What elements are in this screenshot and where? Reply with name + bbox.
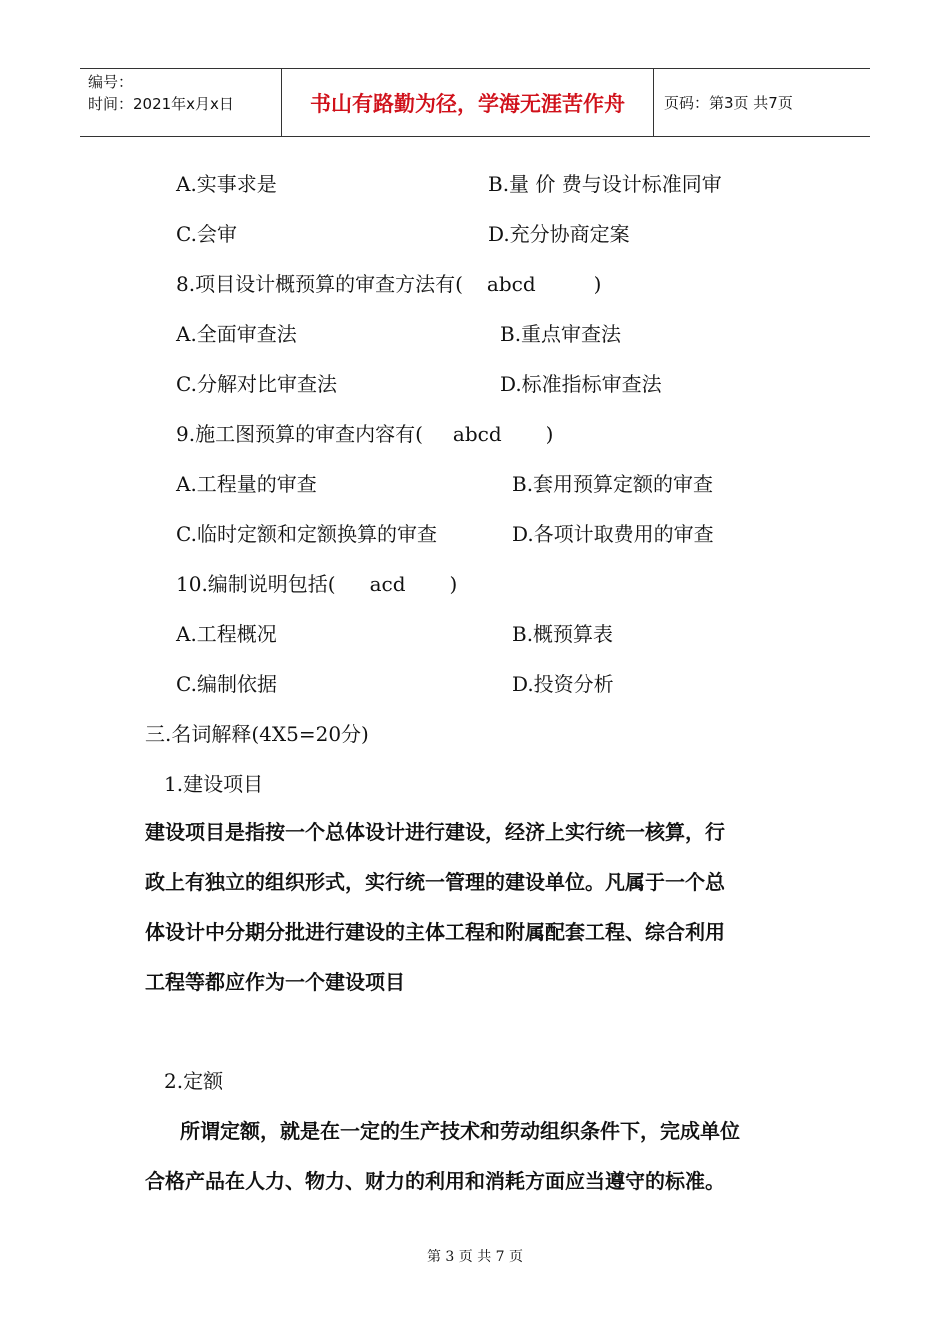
def1-line-2: 政上有独立的组织形式，实行统一管理的建设单位。凡属于一个总 (145, 870, 725, 894)
q7-option-c: C.会审 (176, 222, 237, 246)
def1-line-4: 工程等都应作为一个建设项目 (145, 970, 405, 994)
q8-answer: abcd (486, 272, 536, 296)
q9-close: ) (545, 422, 554, 446)
def2-line-1: 所谓定额，就是在一定的生产技术和劳动组织条件下，完成单位 (180, 1119, 740, 1143)
q9-option-b: B.套用预算定额的审查 (512, 472, 714, 496)
code-label: 编号： (88, 73, 134, 91)
q9-option-d: D.各项计取费用的审查 (512, 522, 714, 546)
q7-option-b: B.量 价 费与设计标准同审 (488, 172, 722, 196)
q10-stem-text: 10.编制说明包括( (176, 572, 336, 596)
q8-option-d: D.标准指标审查法 (500, 372, 662, 396)
q9-option-c: C.临时定额和定额换算的审查 (176, 522, 437, 546)
header-meta (80, 69, 282, 136)
section3-title: 三.名词解释(4X5=20分) (145, 722, 369, 746)
q8-close: ) (593, 272, 602, 296)
q10-stem (176, 570, 457, 598)
header-page-label: 页码：第3页 共7页 (664, 94, 793, 112)
q10-option-a: A.工程概况 (176, 622, 277, 646)
q8-option-a: A.全面审查法 (176, 322, 297, 346)
q10-option-b: B.概预算表 (512, 622, 614, 646)
q8-stem-text: 8.项目设计概预算的审查方法有( (176, 272, 463, 296)
page-header (80, 68, 870, 137)
q10-answer: acd (369, 572, 406, 596)
def2-line-2: 合格产品在人力、物力、财力的利用和消耗方面应当遵守的标准。 (145, 1169, 725, 1193)
q7-option-a: A.实事求是 (176, 172, 277, 196)
page-footer: 第 3 页 共 7 页 (426, 1249, 524, 1265)
q8-option-c: C.分解对比审查法 (176, 372, 337, 396)
q8-option-b: B.重点审查法 (500, 322, 622, 346)
def1-line-3: 体设计中分期分批进行建设的主体工程和附属配套工程、综合利用 (145, 920, 725, 944)
q8-stem (176, 270, 601, 298)
q10-close: ) (449, 572, 458, 596)
time-label: 时间：2021年x月x日 (88, 95, 234, 113)
term2-heading: 2.定额 (164, 1069, 224, 1093)
q9-option-a: A.工程量的审查 (176, 472, 317, 496)
q10-option-d: D.投资分析 (512, 672, 614, 696)
q9-stem-text: 9.施工图预算的审查内容有( (176, 422, 423, 446)
q9-answer: abcd (452, 422, 502, 446)
term1-heading: 1.建设项目 (164, 772, 264, 796)
header-motto: 书山有路勤为径，学海无涯苦作舟 (282, 69, 654, 136)
def1-line-1: 建设项目是指按一个总体设计进行建设，经济上实行统一核算，行 (145, 820, 725, 844)
q9-stem (176, 420, 553, 448)
q7-option-d: D.充分协商定案 (488, 222, 630, 246)
q10-option-c: C.编制依据 (176, 672, 277, 696)
